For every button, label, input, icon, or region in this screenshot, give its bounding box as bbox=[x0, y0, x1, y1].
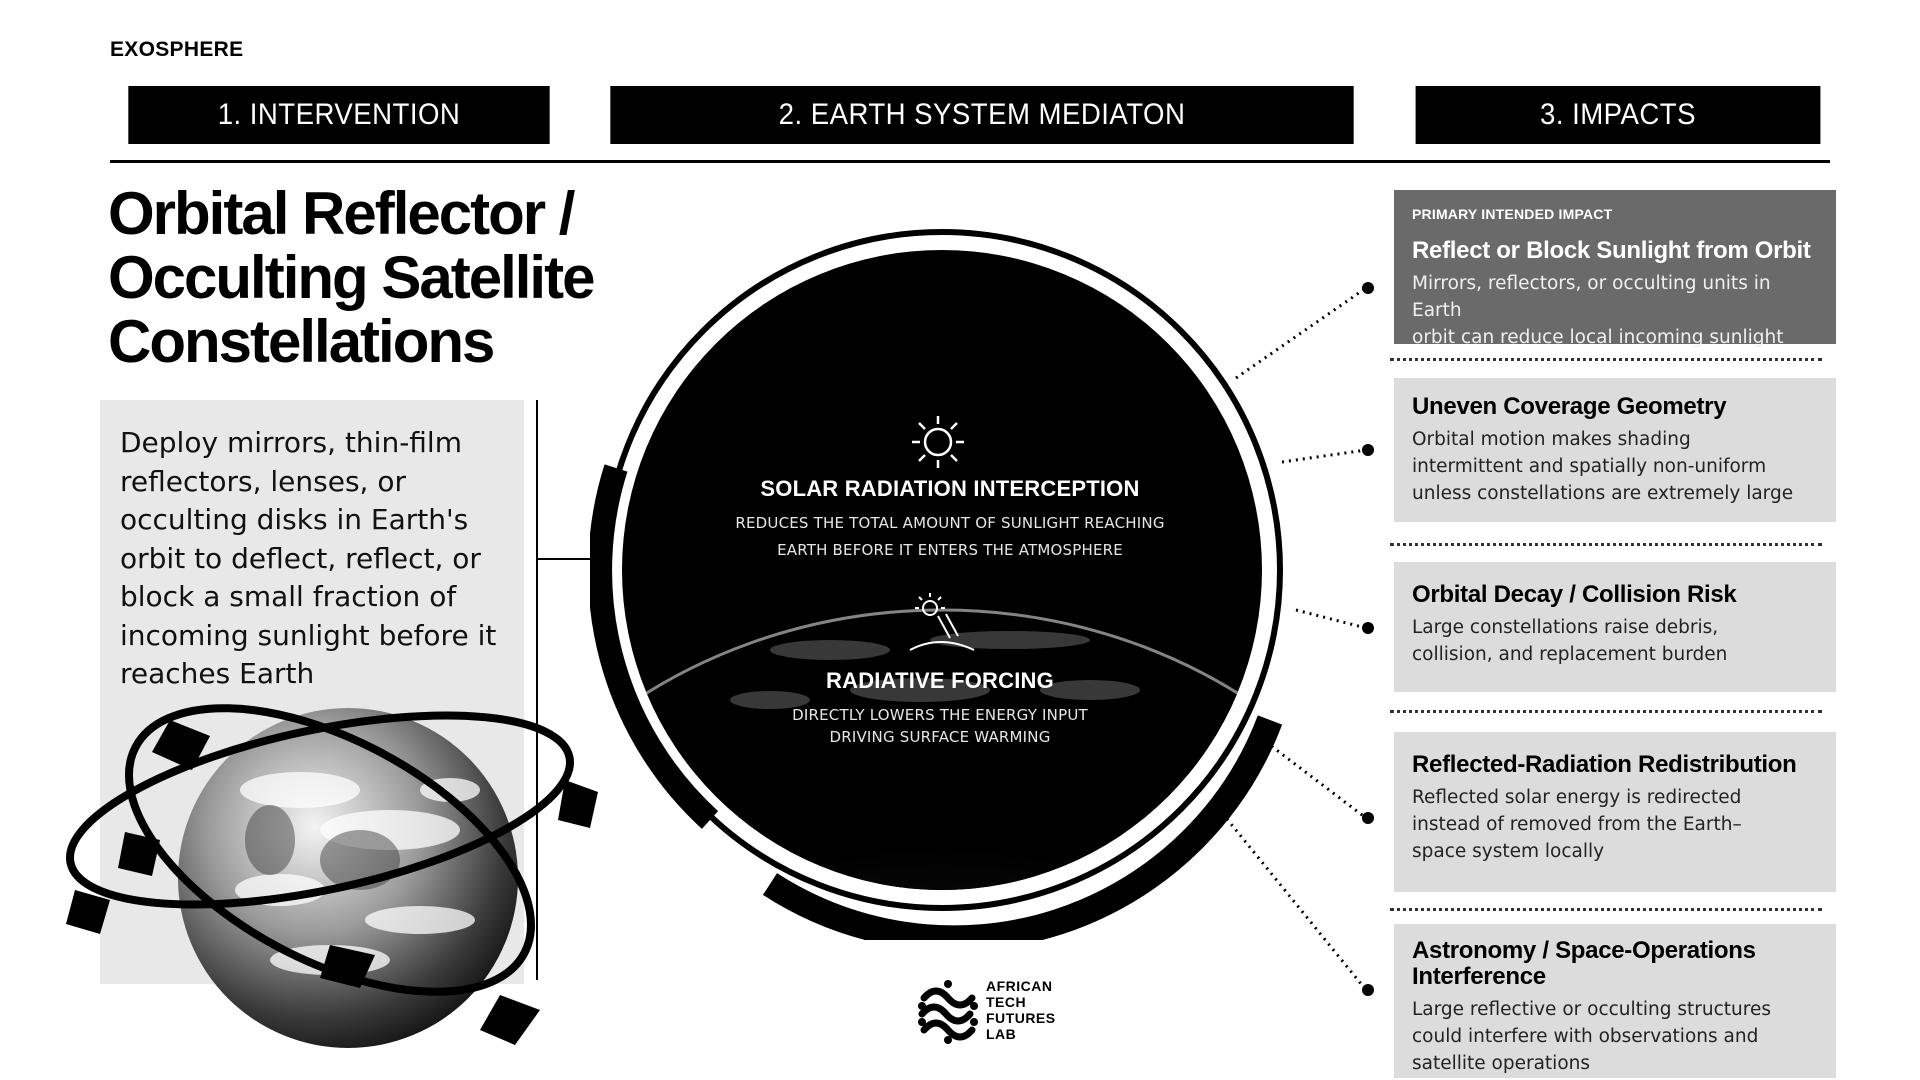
section-bar-label: 1. INTERVENTION bbox=[217, 98, 461, 131]
impact-body-line: Orbital motion makes shading bbox=[1412, 429, 1691, 450]
logo-line: LAB bbox=[986, 1026, 1017, 1042]
connector-dot bbox=[1362, 622, 1374, 634]
impact-heading: Reflect or Block Sunlight from Orbit bbox=[1412, 237, 1811, 264]
description-line: orbit to deflect, reflect, or bbox=[120, 541, 481, 575]
impact-body bbox=[1412, 426, 1818, 507]
globe-svg bbox=[30, 700, 620, 1060]
atfl-logo-text bbox=[986, 978, 1056, 1042]
section-bar-impacts bbox=[1416, 86, 1821, 144]
connector-dot bbox=[1362, 812, 1374, 824]
connector-dot bbox=[1362, 984, 1374, 996]
description-line: reaches Earth bbox=[120, 657, 315, 690]
description-line: Deploy mirrors, thin-film bbox=[120, 426, 462, 459]
solar-interception-title: SOLAR RADIATION INTERCEPTION bbox=[760, 476, 1140, 501]
header-divider bbox=[110, 160, 1830, 163]
brand-label: EXOSPHERE bbox=[110, 38, 244, 61]
section-bar-intervention bbox=[128, 86, 549, 144]
impact-body-line: Reflected solar energy is redirected bbox=[1412, 787, 1742, 808]
impact-heading-line: Astronomy / Space-Operations bbox=[1412, 937, 1756, 964]
logo-line: AFRICAN bbox=[986, 978, 1053, 994]
impact-body bbox=[1412, 996, 1818, 1077]
impact-body bbox=[1412, 614, 1818, 668]
description-line: incoming sunlight before it bbox=[120, 618, 497, 652]
impact-body-line: space system locally bbox=[1412, 841, 1605, 862]
impact-body-line: orbit can reduce local incoming sunlight bbox=[1412, 327, 1784, 348]
impact-card-primary bbox=[1394, 190, 1836, 348]
earth-system-svg bbox=[590, 220, 1310, 940]
solar-interception-subtitle bbox=[700, 510, 1200, 564]
impact-heading: Reflected-Radiation Redistribution bbox=[1412, 751, 1797, 778]
subtitle-line: EARTH BEFORE IT ENTERS THE ATMOSPHERE bbox=[777, 541, 1123, 559]
radiative-forcing-subtitle bbox=[700, 704, 1180, 748]
description-text bbox=[120, 424, 520, 694]
section-bar-label: 2. EARTH SYSTEM MEDIATON bbox=[778, 98, 1186, 131]
impact-body-line: Large constellations raise debris, bbox=[1412, 617, 1719, 638]
subtitle-line: REDUCES THE TOTAL AMOUNT OF SUNLIGHT REACHING bbox=[735, 514, 1165, 532]
impact-body-line: satellite operations bbox=[1412, 1053, 1591, 1074]
impact-body-line: unless constellations are extremely large bbox=[1412, 483, 1794, 504]
connector-dot bbox=[1362, 444, 1374, 456]
impact-card-orbital-decay bbox=[1394, 562, 1836, 692]
impact-card-coverage bbox=[1394, 378, 1836, 522]
dotted-divider bbox=[1390, 710, 1822, 713]
title-line: Orbital Reflector / bbox=[108, 180, 574, 247]
logo-line: FUTURES bbox=[986, 1010, 1056, 1026]
impact-body-line: intermittent and spatially non-uniform bbox=[1412, 456, 1767, 477]
description-line: occulting disks in Earth's bbox=[120, 503, 469, 536]
subtitle-line: DIRECTLY LOWERS THE ENERGY INPUT bbox=[792, 706, 1088, 724]
radiative-forcing-title: RADIATIVE FORCING bbox=[826, 668, 1054, 693]
dotted-divider bbox=[1390, 543, 1822, 546]
impact-body-line: instead of removed from the Earth– bbox=[1412, 814, 1742, 835]
impact-heading bbox=[1412, 938, 1818, 990]
title-line: Occulting Satellite bbox=[108, 244, 594, 311]
dotted-divider bbox=[1390, 908, 1822, 911]
title-line: Constellations bbox=[108, 308, 494, 375]
page-title bbox=[108, 182, 608, 374]
primary-impact-label: PRIMARY INTENDED IMPACT bbox=[1412, 206, 1613, 222]
subtitle-line: DRIVING SURFACE WARMING bbox=[829, 728, 1051, 746]
impact-card-redistribution bbox=[1394, 732, 1836, 892]
description-line: reflectors, lenses, or bbox=[120, 464, 406, 498]
impact-heading: Uneven Coverage Geometry bbox=[1412, 393, 1727, 420]
dotted-divider bbox=[1390, 358, 1822, 361]
impact-body bbox=[1412, 784, 1818, 865]
earth-system-circle bbox=[590, 220, 1310, 940]
section-bar-earth-system bbox=[610, 86, 1353, 144]
impact-body-line: Large reflective or occulting structures bbox=[1412, 999, 1771, 1020]
section-bar-label: 3. IMPACTS bbox=[1540, 98, 1696, 131]
logo-line: TECH bbox=[986, 994, 1027, 1010]
connector-dot bbox=[1362, 282, 1374, 294]
impact-body-line: Mirrors, reflectors, or occulting units in Earth bbox=[1412, 273, 1771, 321]
impact-heading-line: Interference bbox=[1412, 963, 1546, 990]
impact-body-line: could interfere with observations and bbox=[1412, 1026, 1759, 1047]
impact-heading: Orbital Decay / Collision Risk bbox=[1412, 581, 1737, 608]
atfl-logo-mark-icon bbox=[914, 976, 980, 1046]
impact-card-astronomy bbox=[1394, 924, 1836, 1078]
impact-body bbox=[1412, 270, 1818, 351]
orbital-globe-illustration bbox=[30, 700, 620, 1060]
impact-body-line: collision, and replacement burden bbox=[1412, 644, 1728, 665]
description-line: block a small fraction of bbox=[120, 580, 457, 613]
